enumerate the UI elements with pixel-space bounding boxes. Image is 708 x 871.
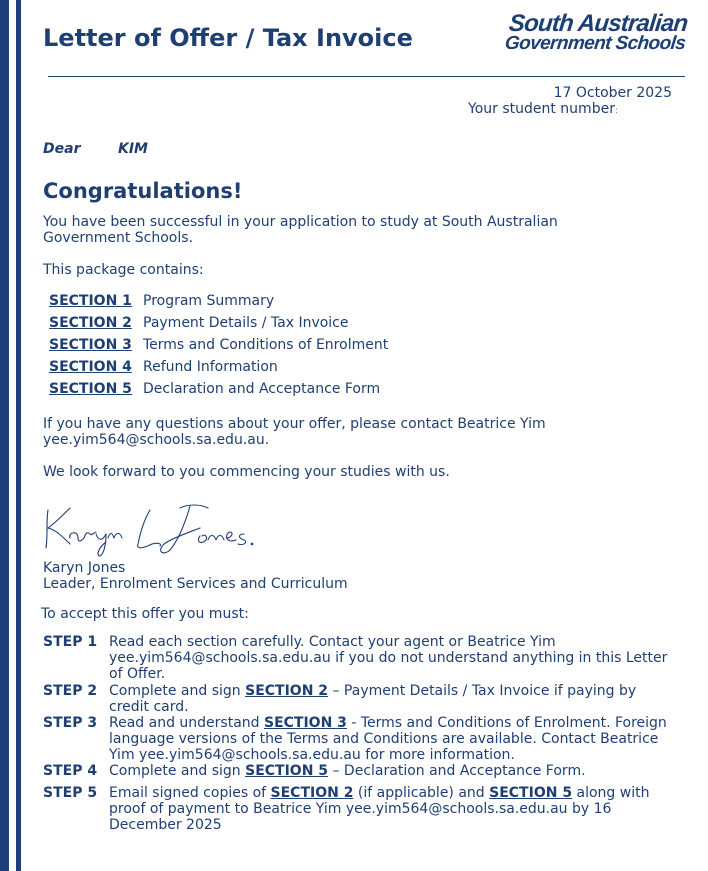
step-label: STEP 1 bbox=[43, 634, 98, 650]
section-list-item[interactable] bbox=[49, 293, 274, 309]
step-text-part: Complete and sign bbox=[109, 763, 246, 779]
step-text bbox=[109, 763, 679, 779]
logo-line-1: South Australian bbox=[507, 10, 689, 37]
contact-email[interactable]: yee.yim564@schools.sa.edu.au. bbox=[43, 432, 270, 448]
step-text-part: – Declaration and Acceptance Form. bbox=[328, 763, 586, 779]
package-intro: This package contains: bbox=[43, 262, 204, 278]
left-margin-bar bbox=[0, 0, 9, 871]
section-link[interactable]: SECTION 2 bbox=[245, 683, 329, 699]
page-title: Letter of Offer / Tax Invoice bbox=[43, 24, 413, 52]
section-link[interactable]: SECTION 2 bbox=[49, 315, 132, 331]
section-label: Refund Information bbox=[143, 359, 278, 375]
step-label: STEP 2 bbox=[43, 683, 98, 699]
step-text-part: Email signed copies of bbox=[109, 785, 271, 801]
signatory-role: Leader, Enrolment Services and Curriculum bbox=[43, 576, 348, 592]
section-label: Declaration and Acceptance Form bbox=[143, 381, 381, 397]
step-label: STEP 4 bbox=[43, 763, 98, 779]
step-text bbox=[109, 683, 679, 715]
section-link[interactable]: SECTION 1 bbox=[49, 293, 132, 309]
step-text-part: along with proof of payment to Beatrice Yim yee.yim564@schools.sa.edu.au by 16 December 2025 bbox=[109, 785, 650, 833]
left-margin-bar-thin bbox=[16, 0, 21, 871]
contact-line-1: If you have any questions about your offer, please contact Beatrice Yim bbox=[43, 416, 546, 432]
school-logo bbox=[503, 10, 689, 54]
step-label: STEP 3 bbox=[43, 715, 98, 731]
accept-intro: To accept this offer you must: bbox=[41, 606, 249, 622]
signatory-name: Karyn Jones bbox=[43, 560, 126, 576]
logo-line-2: Government Schools bbox=[503, 33, 687, 54]
section-link[interactable]: SECTION 5 bbox=[49, 381, 132, 397]
step-text-part: (if applicable) and bbox=[353, 785, 490, 801]
student-number-label: Your student number bbox=[468, 101, 615, 117]
student-number bbox=[468, 101, 618, 119]
step-text-part: - Terms and Conditions of Enrolment. Foreign language versions of the Terms and Conditions are available. Contact Beatrice Yim yee.yim564@schools.sa.edu.au for more information. bbox=[109, 715, 667, 763]
closing-sentence: We look forward to you commencing your studies with us. bbox=[43, 464, 450, 480]
section-link[interactable]: SECTION 4 bbox=[49, 359, 132, 375]
step-text-part: – Payment Details / Tax Invoice if paying by credit card. bbox=[109, 683, 637, 715]
student-number-colon: : bbox=[614, 106, 618, 116]
congratulations-heading: Congratulations! bbox=[43, 179, 243, 203]
salutation: Dear bbox=[43, 141, 81, 157]
step-text: Read each section carefully. Contact your agent or Beatrice Yim yee.yim564@schools.sa.edu.au if you do not understand anything in this Letter of Offer. bbox=[109, 634, 668, 682]
section-list-item[interactable] bbox=[49, 337, 388, 353]
section-link[interactable]: SECTION 3 bbox=[264, 715, 347, 731]
step-text-part: Complete and sign bbox=[109, 683, 246, 699]
section-list-item[interactable] bbox=[49, 359, 278, 375]
handwritten-signature bbox=[40, 498, 270, 562]
section-label: Program Summary bbox=[143, 293, 275, 309]
section-label: Terms and Conditions of Enrolment bbox=[143, 337, 389, 353]
section-list-item[interactable] bbox=[49, 381, 380, 397]
section-list-item[interactable] bbox=[49, 315, 349, 331]
section-link[interactable]: SECTION 5 bbox=[489, 785, 573, 801]
step-label: STEP 5 bbox=[43, 785, 98, 801]
recipient-name: KIM bbox=[118, 141, 148, 157]
header-divider bbox=[48, 76, 685, 77]
letter-date: 17 October 2025 bbox=[553, 85, 672, 101]
step-text bbox=[109, 785, 679, 833]
section-label: Payment Details / Tax Invoice bbox=[143, 315, 349, 331]
intro-paragraph: You have been successful in your application to study at South Australian Government Schools. bbox=[43, 214, 558, 246]
section-link[interactable]: SECTION 2 bbox=[270, 785, 354, 801]
step-text bbox=[109, 715, 679, 763]
step-text-part: Read and understand bbox=[109, 715, 264, 731]
section-link[interactable]: SECTION 3 bbox=[49, 337, 132, 353]
section-link[interactable]: SECTION 5 bbox=[245, 763, 329, 779]
